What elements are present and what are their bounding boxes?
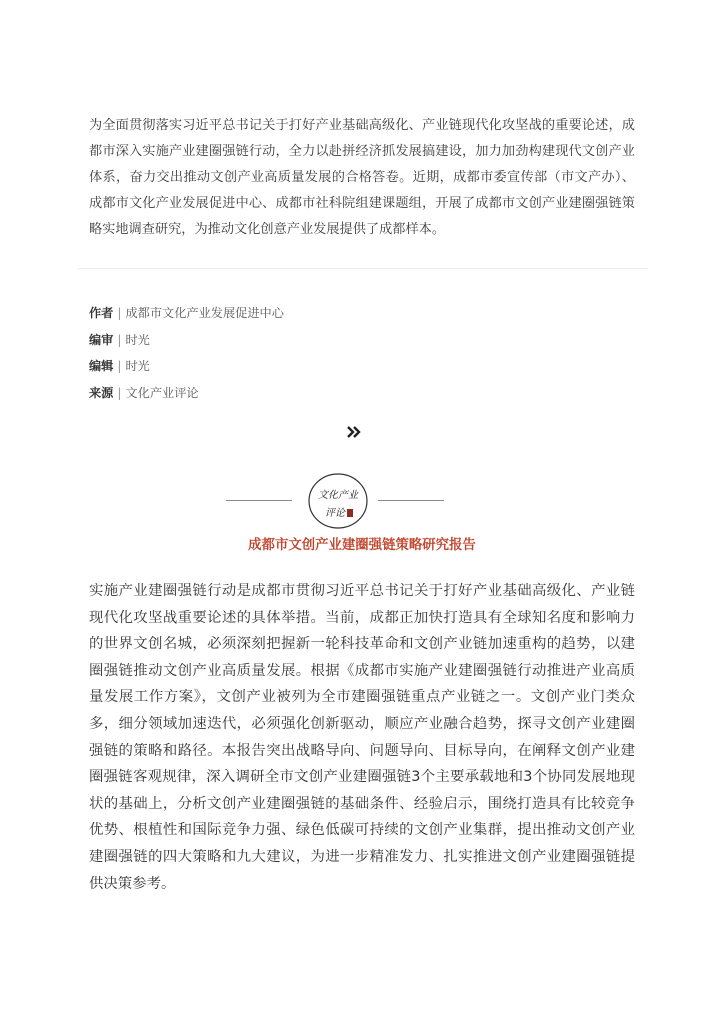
- meta-key: 来源: [89, 385, 114, 400]
- svg-text:评论: 评论: [325, 508, 345, 519]
- meta-separator: |: [117, 306, 122, 320]
- meta-key: 作者: [89, 306, 114, 320]
- meta-separator: |: [117, 359, 122, 373]
- meta-value: 时光: [125, 332, 150, 347]
- left-rule: [226, 500, 292, 501]
- meta-author: [89, 300, 284, 327]
- article-meta: [89, 300, 284, 406]
- meta-value: 成都市文化产业发展促进中心: [125, 306, 284, 320]
- brand-seal-logo: [307, 472, 369, 530]
- meta-separator: |: [117, 332, 122, 347]
- meta-separator: |: [117, 385, 122, 400]
- seal-header: [0, 470, 724, 534]
- meta-value: 文化产业评论: [125, 385, 199, 400]
- meta-source: [89, 380, 284, 407]
- double-chevron-right-icon: [346, 424, 362, 440]
- meta-key: 编辑: [89, 359, 114, 373]
- report-title: 成都市文创产业建圈强链策略研究报告: [248, 538, 476, 553]
- meta-editor: [89, 353, 284, 380]
- right-rule: [378, 500, 444, 501]
- svg-text:文化产业: 文化产业: [318, 490, 358, 501]
- meta-value: 时光: [125, 359, 150, 373]
- report-abstract: 实施产业建圈强链行动是成都市贯彻习近平总书记关于打好产业基础高级化、产业链现代化攻坚战重要论述的具体举措。当前，成都正加快打造具有全球知名度和影响力的世界文创名城，必须深刻把握新一轮科技革命和文创产业链加速重构的趋势，以建圈强链推动文创产业高质量发展。根据《成都市实施产业建圈强链行动推进产业高质量发展工作方案》，文创产业被列为全市建圈强链重点产业链之一。文创产业门类众多，细分领域加速迭代，必须强化创新驱动，顺应产业融合趋势，探寻文创产业建圈强链的策略和路径。本报告突出战略导向、问题导向、目标导向，在阐释文创产业建圈强链客观规律，深入调研全市文创产业建圈强链3个主要承载地和3个协同发展地现状的基础上，分析文创产业建圈强链的基础条件、经验启示，围绕打造具有比较竞争优势、根植性和国际竞争力强、绿色低碳可持续的文创产业集群，提出推动文创产业建圈强链的四大策略和九大建议，为进一步精准发力、扎实推进文创产业建圈强链提供决策参考。: [89, 583, 635, 892]
- meta-key: 编审: [89, 332, 114, 347]
- section-divider: [78, 268, 648, 269]
- intro-paragraph: 为全面贯彻落实习近平总书记关于打好产业基础高级化、产业链现代化攻坚战的重要论述，成都市深入实施产业建圈强链行动，全力以赴拼经济抓发展搞建设，加力加劲构建现代文创产业体系，奋力交出推动文创产业高质量发展的合格答卷。近期，成都市委宣传部（市文产办）、成都市文化产业发展促进中心、成都市社科院组建课题组，开展了成都市文创产业建圈强链策略实地调查研究，为推动文化创意产业发展提供了成都样本。: [89, 118, 635, 237]
- meta-reviewer: [89, 327, 284, 354]
